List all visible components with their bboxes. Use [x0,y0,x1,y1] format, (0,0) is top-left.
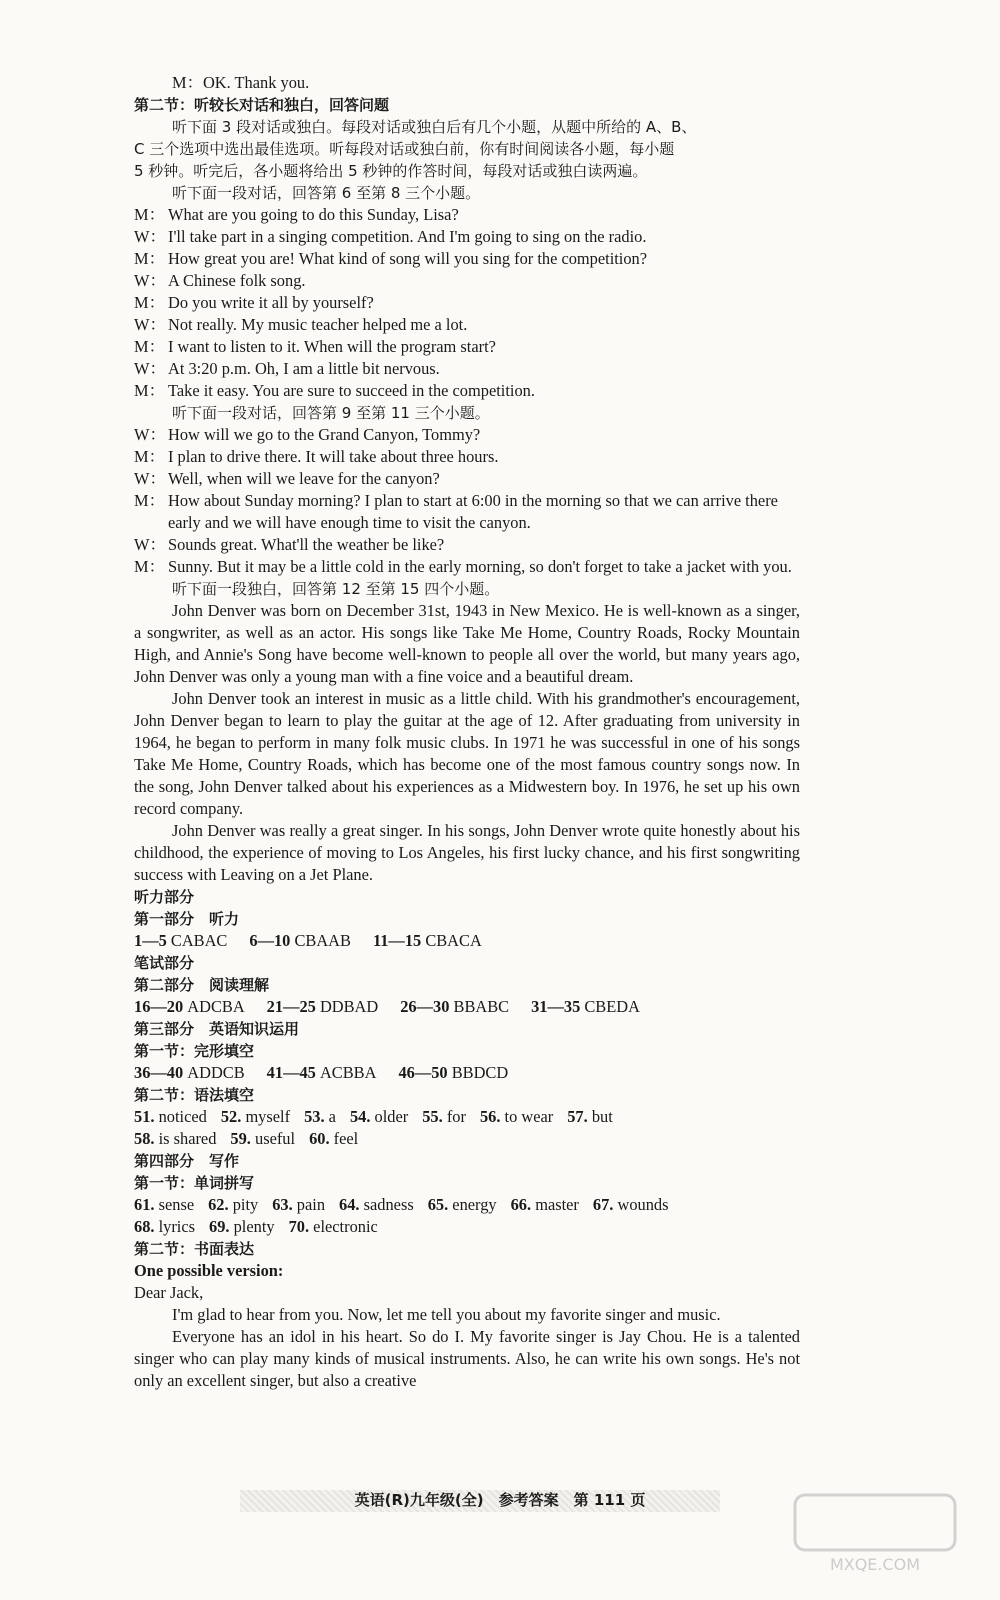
answer-item: 63. pain [272,1195,326,1214]
part3-title: 第三部分 英语知识运用 [134,1020,300,1038]
footer-text: 英语(R)九年级(全) 参考答案 第 111 页 [354,1491,646,1509]
answer-item: 67. wounds [592,1195,669,1214]
part4-title: 第四部分 写作 [134,1152,240,1170]
dialog-line [134,446,800,468]
answer-item: 58. is shared [134,1129,217,1148]
answer-group: 16—20 ADCBA [134,997,245,1016]
dialog-line [134,490,800,534]
dialog-line [134,226,800,248]
answer-item: 55. for [422,1107,466,1126]
dialog-text: Not really. My music teacher helped me a lot. [168,315,468,334]
dialog-text: At 3:20 p.m. Oh, I am a little bit nervous. [168,359,440,378]
answer-item: 54. older [349,1107,409,1126]
answer-item: 56. to wear [479,1107,554,1126]
speaker: W： [134,359,166,378]
dialog-line [134,424,800,446]
speaker: M： [134,249,165,268]
dialog-line [134,556,800,578]
monologue-paragraph: John Denver was born on December 31st, 1943 in New Mexico. He is well-known as a singer, a songwriter, as well as an actor. His songs like Take Me Home, Country Roads, Rocky Mountain High, and Annie's Song have become well-known to people all over the world, but many years ago, John Denver was only a young man with a fine voice and a beautiful dream. [134,601,800,686]
listening-head: 听力部分 [134,888,195,906]
speaker: W： [134,271,166,290]
dialog-text: I want to listen to it. When will the program start? [168,337,496,356]
answer-item: 60. feel [309,1129,359,1148]
dialog-line [134,468,800,490]
answer-page [134,72,800,1392]
answer-item: 66. master [510,1195,579,1214]
letter-paragraph: Everyone has an idol in his heart. So do I. My favorite singer is Jay Chou. He is a talented singer who can play many kinds of musical instruments. Also, he can write his own songs. He's not only an excellent singer, but also a creative [134,1327,800,1390]
speaker: M： [134,205,165,224]
answer-item: 52. myself [220,1107,291,1126]
part1-answers [134,930,800,952]
speaker: M： [134,381,165,400]
monologue-paragraph: John Denver took an interest in music as a little child. With his grandmother's encouragement, John Denver began to learn to play the guitar at the age of 12. After graduating from university in 1964, he began to perform in many folk music clubs. In 1971 he was successful in one of his songs Take Me Home, Country Roads, which has become one of the most famous country songs now. In the song, John Denver talked about his experiences as a Midwestern boy. In 1976, he set up his own record company. [134,689,800,818]
answer-group: 31—35 CBEDA [531,997,640,1016]
answer-item: 64. sadness [339,1195,414,1214]
conv1-intro: 听下面一段对话，回答第 6 至第 8 三个小题。 [172,184,481,202]
part2-title: 第二部分 阅读理解 [134,976,270,994]
dialog-text: I plan to drive there. It will take about three hours. [168,447,499,466]
speaker: M： [134,557,165,576]
answer-group: 41—45 ACBBA [266,1063,377,1082]
answer-group: 26—30 BBABC [400,997,510,1016]
answer-item: 61. sense [134,1195,195,1214]
speaker: W： [134,227,166,246]
written-head: 笔试部分 [134,954,195,972]
grammar-title: 第二节：语法填空 [134,1086,255,1104]
answer-item: 65. energy [427,1195,497,1214]
grammar-answers [134,1128,800,1150]
possible-version: One possible version: [134,1261,284,1280]
speaker: W： [134,535,166,554]
spelling-answers [134,1216,800,1238]
speaker: W： [134,315,166,334]
speaker: W： [134,469,166,488]
salutation: Dear Jack, [134,1283,204,1302]
part1-title: 第一部分 听力 [134,910,240,928]
answer-item: 69. plenty [209,1217,275,1236]
dialog-text: How great you are! What kind of song will you sing for the competition? [168,249,648,268]
dialog-text: OK. Thank you. [202,73,310,92]
answer-item: 70. electronic [288,1217,378,1236]
dialog-line [134,248,800,270]
spelling-title: 第一节：单词拼写 [134,1174,255,1192]
answer-item: 59. useful [230,1129,296,1148]
watermark-text: MXQE.COM [829,1555,921,1574]
speaker: W： [134,425,166,444]
part2-answers [134,996,800,1018]
monologue-paragraph: John Denver was really a great singer. In his songs, John Denver wrote quite honestly about his childhood, the experience of moving to Los Angeles, his first lucky chance, and his first songwriting success with Leaving on a Jet Plane. [134,821,800,884]
speaker: M： [172,73,203,92]
dialog-line [134,534,800,556]
dialog-line [134,270,800,292]
watermark-logo [790,1490,960,1580]
spelling-answers [134,1194,800,1216]
dialog-line [134,292,800,314]
answer-group: 46—50 BBDCD [398,1063,509,1082]
dialog-line [134,358,800,380]
dialog-text: Well, when will we leave for the canyon? [168,469,440,488]
section2-title: 第二节：听较长对话和独白，回答问题 [134,96,390,114]
speaker: M： [134,293,165,312]
answer-group: 6—10 CBAAB [249,931,351,950]
dialog-line [134,336,800,358]
cloze-answers [134,1062,800,1084]
dialog-line [134,314,800,336]
dialog-text: How will we go to the Grand Canyon, Tommy? [168,425,481,444]
conversation-1 [134,204,800,402]
dialog-text: Sunny. But it may be a little cold in the early morning, so don't forget to take a jacket with you. [168,557,792,576]
speaker: M： [134,491,165,510]
grammar-answers [134,1106,800,1128]
answer-group: 21—25 DDBAD [266,997,379,1016]
answer-group: 1—5 CABAC [134,931,228,950]
writing-title: 第二节：书面表达 [134,1240,255,1258]
answer-item: 68. lyrics [134,1217,196,1236]
letter-paragraph: I'm glad to hear from you. Now, let me tell you about my favorite singer and music. [172,1305,721,1324]
dialog-text: What are you going to do this Sunday, Lisa? [168,205,459,224]
dialog-text: Take it easy. You are sure to succeed in the competition. [168,381,535,400]
conversation-2 [134,424,800,578]
conv2-intro: 听下面一段对话，回答第 9 至第 11 三个小题。 [172,404,490,422]
speaker: M： [134,447,165,466]
answer-item: 57. but [567,1107,613,1126]
cloze-title: 第一节：完形填空 [134,1042,255,1060]
dialog-text: A Chinese folk song. [168,271,306,290]
instruction-line: 听下面 3 段对话或独白。每段对话或独白后有几个小题，从题中所给的 A、B、 [172,118,697,136]
speaker: M： [134,337,165,356]
answer-item: 51. noticed [134,1107,207,1126]
dialog-text: Sounds great. What'll the weather be like? [168,535,445,554]
dialog-line [134,72,800,94]
answer-group: 11—15 CBACA [372,931,482,950]
answer-group: 36—40 ADDCB [134,1063,245,1082]
dialog-line [134,204,800,226]
instruction-line: C 三个选项中选出最佳选项。听每段对话或独白前，你有时间阅读各小题，每小题 [134,140,675,158]
dialog-line [134,380,800,402]
answer-item: 53. a [304,1107,336,1126]
dialog-text: How about Sunday morning? I plan to start at 6:00 in the morning so that we can arrive there early and we will have enough time to visit the canyon. [168,491,778,532]
dialog-text: Do you write it all by yourself? [168,293,374,312]
dialog-text: I'll take part in a singing competition. And I'm going to sing on the radio. [168,227,647,246]
mono-intro: 听下面一段独白，回答第 12 至第 15 四个小题。 [172,580,500,598]
answer-item: 62. pity [208,1195,259,1214]
instruction-line: 5 秒钟。听完后，各小题将给出 5 秒钟的作答时间，每段对话或独白读两遍。 [134,162,648,180]
